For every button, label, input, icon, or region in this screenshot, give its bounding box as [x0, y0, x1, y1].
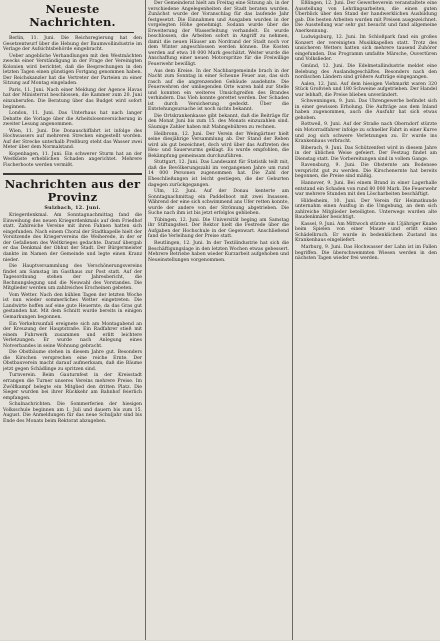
news-paragraph: Reutlingen, 12. Juni. In der Textilindustrie hat sich die Beschäftigungslage in den letzten Wochen etwas gebessert. Mehrere Betriebe haben wieder Kurzarbeit aufgehoben und Neueinstellungen vorgenommen. — [148, 240, 289, 263]
news-paragraph: Die Hauptversammlung des Verschönerungsvereins findet am Samstag im Gasthaus zur Post statt. Auf der Tagesordnung stehen der Jahresbericht, die Rechnungslegung und die Neuwahl des Vorstandes. Die Mitglieder werden um zahlreiches Erscheinen gebeten. — [3, 264, 142, 292]
news-paragraph: Aalen, 12. Juni. Auf dem hiesigen Viehmarkt waren 320 Stück Großvieh und 180 Schweine aufgetrieben. Der Handel war lebhaft, die Preise blieben unverändert. — [295, 81, 437, 98]
column-left — [3, 0, 142, 641]
news-paragraph: Turnverein. Beim Gauturnfest in der Kreisstadt errangen die Turner unseres Vereins mehrere Preise. Im Zwölfkampf belegte ein Mitglied den dritten Platz. Die Sieger wurden bei ihrer Rückkehr am Bahnhof feierlich empfangen. — [3, 373, 142, 401]
column-middle — [148, 0, 289, 641]
news-paragraph: Gmünd, 12. Juni. Die Edelmetallindustrie meldet eine Belebung des Auslandsgeschäftes. Besonders nach den nordischen Ländern sind größere Aufträge eingegangen. — [295, 64, 437, 81]
news-paragraph: Heilbronn, 12. Juni. Der Verein der Weingärtner hielt seine diesjährige Versammlung ab. Der Stand der Reben wird als gut bezeichnet, doch wird über das Auftreten des Heu- und Sauerwurms geklagt. Es wurde empfohlen, die Bekämpfung gemeinsam durchzuführen. — [148, 131, 289, 159]
news-paragraph: Stuttgart, 12. Juni. Das Landesamt für Statistik teilt mit, daß die Bevölkerungszahl im vergangenen Jahre um rund 14 000 Personen zugenommen hat. Die Zahl der Eheschließungen ist leicht gestiegen, die der Geburten dagegen zurückgegangen. — [148, 160, 289, 188]
news-paragraph: Hannover, 9. Juni. Bei einem Brand in einer Lagerhalle entstand ein Schaden von rund 80 000 Mark. Die Feuerwehr war mehrere Stunden mit den Löscharbeiten beschäftigt. — [295, 180, 437, 198]
news-paragraph: Aus dem Kreise. In der Nachbargemeinde brach in der Nacht zum Sonntag in einer Scheune Feuer aus, das sich rasch auf die angrenzenden Gebäude ausdehnte. Die Feuerwehren der umliegenden Orte waren bald zur Stelle und konnten ein weiteres Umsichgreifen des Brandes verhindern. Das Vieh konnte gerettet werden. Der Schaden ist durch Versicherung gedeckt. Über die Entstehungsursache ist noch nichts bekannt. — [148, 68, 289, 113]
column-right — [295, 0, 437, 641]
news-paragraph: Hildesheim, 10. Juni. Der Verein für Heimatkunde unternahm einen Ausflug in die Umgebung, an dem sich zahlreiche Mitglieder beteiligten. Unterwegs wurden alte Baudenkmäler besichtigt. — [295, 198, 437, 221]
news-paragraph: Biberach, 9. Juni. Das Schützenfest wird in diesem Jahre in der üblichen Weise gefeiert. Der Festzug findet am Dienstag statt. Die Vorbereitungen sind in vollem Gange. — [295, 145, 437, 162]
column-rule — [145, 0, 146, 640]
news-paragraph: Eßlingen, 12. Juni. Der Gewerbeverein veranstaltete eine Ausstellung von Lehrlingsarbeiten, die einen guten Überblick über den Stand der handwerklichen Ausbildung gab. Die besten Arbeiten wurden mit Preisen ausgezeichnet. Die Ausstellung war sehr gut besucht und fand allgemeine Anerkennung. — [295, 1, 437, 34]
headline-province-news: Nachrichten aus der Provinz — [4, 176, 141, 204]
news-paragraph: Die Ortskrankenkasse gibt bekannt, daß die Beiträge für den Monat Juni bis zum 15. des Monats einzuzahlen sind. Säumige Zahler haben mit Mahngebühren zu rechnen. — [148, 113, 289, 131]
news-paragraph: Die Obstbäume stehen in diesem Jahre gut. Besonders die Kirschen versprechen eine reiche Ernte. Der Obstbauverein macht darauf aufmerksam, daß die Bäume jetzt gegen Schädlinge zu spritzen sind. — [3, 350, 142, 372]
section-divider — [3, 173, 142, 175]
news-paragraph: Rottweil, 9. Juni. Auf der Straße nach Oberndorf stürzte ein Motorradfahrer infolge zu schneller Fahrt in einer Kurve und zog sich schwere Verletzungen zu. Er wurde ins Krankenhaus verbracht. — [295, 122, 437, 145]
news-paragraph: Kassel, 9. Juni. Am Mittwoch stürzte ein 13jähriger Knabe beim Spielen von einer Mauer und erlitt einen Schädelbruch. Er wurde in bedenklichem Zustand ins Krankenhaus eingeliefert. — [295, 221, 437, 244]
news-paragraph: Schwenningen, 9. Juni. Das Uhrengewerbe befindet sich in einer gewissen Erholung. Die Aufträge aus dem Inland haben zugenommen, auch die Ausfuhr hat sich etwas gehoben. — [295, 99, 437, 121]
news-paragraph: Vom Wetter. Nach den kühlen Tagen der letzten Woche ist nun wieder sommerliches Wetter eingetreten. Die Landwirte hoffen auf eine gute Heuernte, da das Gras gut gestanden hat. Mit dem Schnitt wurde bereits in einigen Gemarkungen begonnen. — [3, 292, 142, 320]
news-paragraph: Wien, 11. Juni. Die Donauschiffahrt ist infolge des Hochwassers auf mehreren Strecken eingestellt worden. Auf der Strecke unterhalb Preßburg steht das Wasser zwei Meter über dem Normalstand. — [3, 128, 142, 151]
news-paragraph: Der Gemeinderat hielt am Freitag eine Sitzung ab, in der verschiedene Angelegenheiten der Stadt beraten wurden. Zunächst wurde der Voranschlag für das laufende Jahr festgesetzt. Die Einnahmen und Ausgaben wurden in der vorgelegten Höhe genehmigt. Sodann wurde über die Erweiterung der Wasserleitung verhandelt. Es wurde beschlossen, die Arbeiten sofort in Angriff zu nehmen, damit die neuen Häuser am Nordrand der Stadt noch vor dem Winter angeschlossen werden können. Die Kosten werden auf etwa 18 000 Mark geschätzt. Weiter wurde die Anschaffung einer neuen Motorspritze für die Freiwillige Feuerwehr bewilligt. — [148, 1, 289, 68]
divider — [11, 32, 134, 33]
news-paragraph: London, 11. Juni. Das Unterhaus hat nach langer Debatte die Vorlage über die Arbeitslosenversicherung in zweiter Lesung angenommen. — [3, 111, 142, 128]
news-paragraph: Berlin, 11. Juni. Die Reichsregierung hat den Gesetzentwurf über die Hebung der Baumwollindustrie im Verlage der Aufsichtsbehörde eingebracht. — [3, 36, 142, 53]
column-rule — [292, 0, 293, 640]
news-paragraph: Kriegerdenkmal. Am Sonntagnachmittag fand die Einweihung des neuen Kriegerdenkmals auf dem Friedhof statt. Zahlreiche Vereine mit ihren Fahnen hatten sich eingefunden. Nach einem Choral der Stadtkapelle hielt der Vorsitzende des Kriegervereins die Weiherede, in der er der Gefallenen des Weltkrieges gedachte. Darauf übergab er das Denkmal der Obhut der Stadt. Der Bürgermeister dankte im Namen der Gemeinde und legte einen Kranz nieder. — [3, 213, 142, 263]
headline-latest-news: Neueste Nachrichten. — [29, 2, 116, 29]
news-paragraph: Kopenhagen, 11. Juni. Ein schwerer Sturm hat an der Westküste erheblichen Schaden angerichtet. Mehrere Fischerboote werden vermißt. — [3, 151, 142, 169]
news-paragraph: Ein Verkehrsunfall ereignete sich am Montagabend an der Kreuzung der Hauptstraße. Ein Radfahrer stieß mit einem Fuhrwerk zusammen und erlitt leichtere Verletzungen. Er wurde nach Anlegung eines Notverbandes in seine Wohnung gebracht. — [3, 321, 142, 349]
news-paragraph: Tübingen, 12. Juni. Die Universität beging am Samstag ihr Stiftungsfest. Der Rektor hielt die Festrede über die Aufgaben der Hochschule in der Gegenwart. Anschließend fand die Verleihung der Preise statt. — [148, 217, 289, 240]
news-paragraph: Ludwigsburg, 12. Juni. Im Schloßpark fand ein großes Konzert der vereinigten Musikkapellen statt. Trotz des unsicheren Wetters hatten sich mehrere tausend Zuhörer eingefunden. Das Programm umfaßte Märsche, Ouvertüren und Volkslieder. — [295, 35, 437, 63]
news-paragraph: Paris, 11. Juni. Nach einer Meldung der Agence Havas hat der Ministerrat beschlossen, die Kammer zum 20. Juni einzuberufen. Die Beratung über das Budget wird sofort beginnen. — [3, 87, 142, 110]
news-paragraph: Schulnachrichten. Die Sommerferien der hiesigen Volksschule beginnen am 1. Juli und dauern bis zum 15. August. Die Anmeldungen für das neue Schuljahr sind bis Ende des Monats beim Rektorat abzugeben. — [3, 402, 142, 424]
news-paragraph: Marburg, 9. Juni. Das Hochwasser der Lahn ist im Fallen begriffen. Die überschwemmten Wiesen werden in den nächsten Tagen wieder frei werden. — [295, 244, 437, 262]
news-paragraph: Ulm, 12. Juni. Auf der Donau kenterte am Sonntagnachmittag ein Paddelboot mit zwei Insassen. Während der eine sich schwimmend ans Ufer retten konnte, wurde der andere von der Strömung abgetrieben. Die Suche nach ihm ist bis jetzt erfolglos geblieben. — [148, 189, 289, 217]
dateline: Sulzbach, 12. Juni. — [44, 204, 101, 211]
latest-news-body — [3, 36, 142, 169]
news-paragraph: Ueber angebliche Verhandlungen mit den Westmächten zwecks einer Verständigung in der Frage der Vereinigten Kolonien wird berichtet, daß die Besprechungen in den letzten Tagen einen günstigen Fortgang genommen haben. Der Reichskanzler hat die Vertreter der Parteien zu einer Sitzung auf Montag eingeladen. — [3, 53, 142, 87]
news-paragraph: Ravensburg, 9. Juni. Die Obsternte am Bodensee verspricht gut zu werden. Die Kirschenernte hat bereits begonnen, die Preise sind mäßig. — [295, 163, 437, 180]
province-news-body — [3, 213, 142, 424]
